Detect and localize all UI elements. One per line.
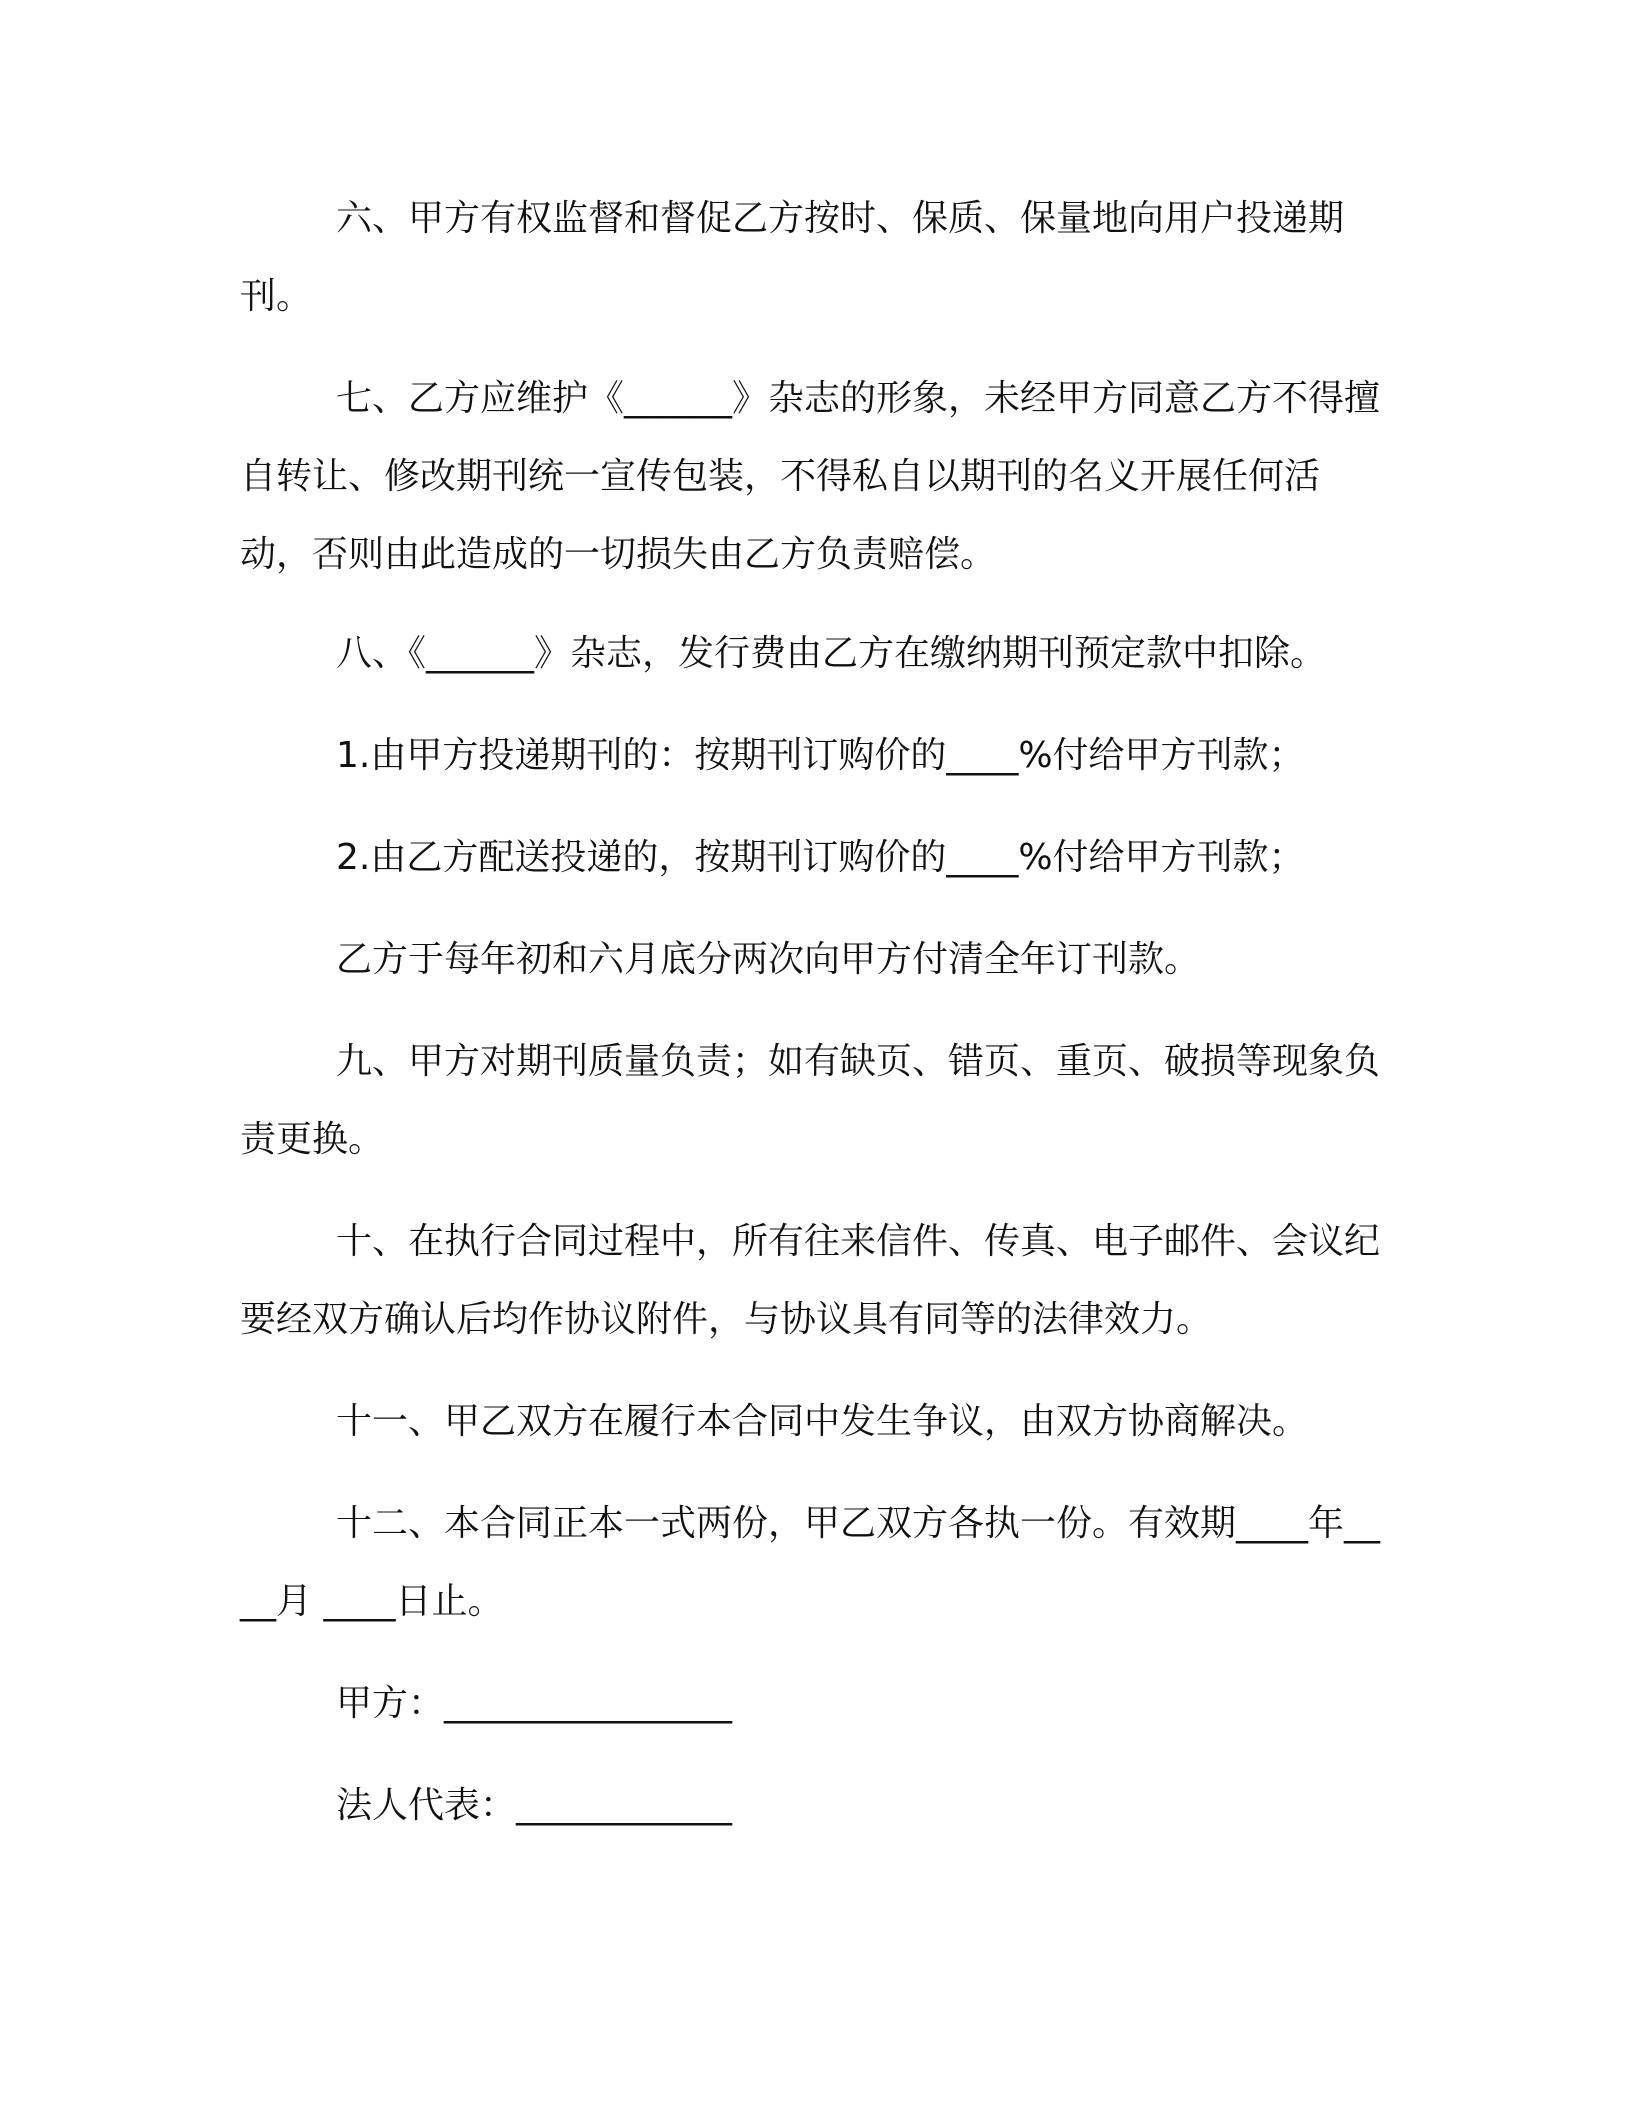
clause-6: 六、甲方有权监督和督促乙方按时、保质、保量地向用户投递期刊。 (240, 198, 1345, 317)
clause-12: 十二、本合同正本一式两份，甲乙双方各执一份。有效期____年____月 ____日止。 (240, 1503, 1381, 1622)
clause-7: 七、乙方应维护《______》杂志的形象，未经甲方同意乙方不得擅自转让、修改期刊统一宣传包装，不得私自以期刊的名义开展任何活动，否则由此造成的一切损失由乙方负责赔偿。 (240, 378, 1381, 575)
clause-11: 十一、甲乙双方在履行本合同中发生争议，由双方协商解决。 (336, 1401, 1309, 1442)
party-a-signature-line: 甲方：________________ (336, 1683, 733, 1724)
clause-8-item-1: 1.由甲方投递期刊的：按期刊订购价的____%付给甲方刊款； (336, 735, 1305, 776)
clause-10: 十、在执行合同过程中，所有往来信件、传真、电子邮件、会议纪要经双方确认后均作协议附件，与协议具有同等的法律效力。 (240, 1221, 1381, 1340)
legal-representative-line: 法人代表：____________ (336, 1785, 733, 1826)
clause-9: 九、甲方对期刊质量负责；如有缺页、错页、重页、破损等现象负责更换。 (240, 1041, 1381, 1160)
clause-8: 八、《______》杂志，发行费由乙方在缴纳期刊预定款中扣除。 (336, 633, 1327, 674)
payment-schedule: 乙方于每年初和六月底分两次向甲方付清全年订刊款。 (336, 939, 1201, 980)
clause-8-item-2: 2.由乙方配送投递的，按期刊订购价的____%付给甲方刊款； (336, 837, 1305, 878)
